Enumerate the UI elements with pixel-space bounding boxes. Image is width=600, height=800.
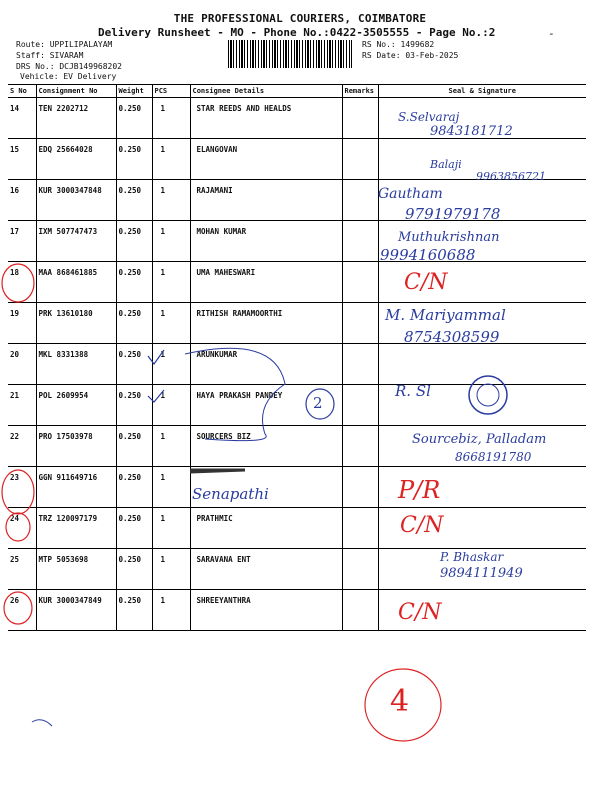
consignee-cell: PRATHMIC (190, 508, 342, 549)
red-circle-23 (2, 470, 34, 514)
pcs-cell: 1 (152, 467, 190, 508)
weight-cell: 0.250 (116, 385, 152, 426)
sig-14-name: S.Selvaraj (398, 110, 460, 124)
weight-cell: 0.250 (116, 262, 152, 303)
rs-date: RS Date: 03-Feb-2025 (362, 51, 459, 60)
stamp-seal (469, 376, 507, 414)
sig-21: R. Sl (395, 382, 431, 400)
col-pcs: PCS (152, 85, 190, 98)
sno-cell: 14 (8, 98, 36, 139)
weight-cell: 0.250 (116, 467, 152, 508)
mark-24-cn: C/N (400, 513, 444, 538)
pcs-cell: 1 (152, 221, 190, 262)
pcs-cell: 1 (152, 139, 190, 180)
dash-mark: - (548, 27, 555, 40)
pcs-cell: 1 (152, 426, 190, 467)
consignee-cell: UMA MAHESWARI (190, 262, 342, 303)
staff-label: Staff: SIVARAM (16, 51, 84, 60)
weight-cell: 0.250 (116, 426, 152, 467)
rs-number: RS No.: 1499682 (362, 40, 435, 49)
consignee-cell: STAR REEDS AND HEALDS (190, 98, 342, 139)
sno-cell: 23 (8, 467, 36, 508)
sno-cell: 15 (8, 139, 36, 180)
consignment-cell: TRZ 120097179 (36, 508, 116, 549)
sig-25-phone: 9894111949 (440, 566, 523, 581)
red-circle-24 (6, 513, 30, 541)
weight-cell: 0.250 (116, 590, 152, 631)
sig-17-phone: 9994160688 (380, 246, 476, 264)
stamp-seal-inner (477, 384, 499, 406)
consignment-cell: KUR 3000347848 (36, 180, 116, 221)
col-consignee: Consignee Details (190, 85, 342, 98)
sig-22-name: Sourcebiz, Palladam (412, 432, 547, 447)
consignment-cell: GGN 911649716 (36, 467, 116, 508)
consignment-cell: IXM 507747473 (36, 221, 116, 262)
consignment-cell: PRK 13610180 (36, 303, 116, 344)
weight-cell: 0.250 (116, 98, 152, 139)
sig-19-name: M. Mariyammal (385, 306, 506, 324)
sig-16-phone: 9791979178 (405, 205, 501, 223)
sig-22-phone: 8668191780 (455, 450, 532, 464)
circle-4-label: 4 (390, 684, 410, 719)
consignee-cell: RITHISH RAMAMOORTHI (190, 303, 342, 344)
sig-15-name: Balaji (430, 158, 462, 171)
pcs-cell: 1 (152, 508, 190, 549)
sig-15-phone: 9963856721 (476, 170, 546, 183)
consignment-cell: EDQ 25664028 (36, 139, 116, 180)
consignment-cell: KUR 3000347849 (36, 590, 116, 631)
sig-25-name: P. Bhaskar (440, 550, 504, 564)
col-signature: Seal & Signature (378, 85, 586, 98)
pcs-cell: 1 (152, 590, 190, 631)
col-sno: S No (8, 85, 36, 98)
sno-cell: 21 (8, 385, 36, 426)
pcs-cell: 1 (152, 344, 190, 385)
sno-cell: 26 (8, 590, 36, 631)
consignee-cell: RAJAMANI (190, 180, 342, 221)
consignment-cell: PRO 17503978 (36, 426, 116, 467)
scribble-23 (190, 470, 245, 472)
sno-cell: 24 (8, 508, 36, 549)
mark-26-cn: C/N (398, 600, 442, 625)
sno-cell: 19 (8, 303, 36, 344)
pcs-cell: 1 (152, 180, 190, 221)
sig-16-name: Gautham (378, 186, 443, 202)
col-remarks: Remarks (342, 85, 378, 98)
vehicle-label: Vehicle: EV Delivery (20, 72, 117, 81)
arrow-line (185, 348, 285, 440)
sig-19-phone: 8754308599 (404, 328, 500, 346)
consignment-cell: POL 2609954 (36, 385, 116, 426)
runsheet-subtitle: Delivery Runsheet - MO - Phone No.:0422-3505555 - Page No.:2 (98, 26, 496, 39)
consignee-cell: SHREEYANTHRA (190, 590, 342, 631)
weight-cell: 0.250 (116, 508, 152, 549)
weight-cell: 0.250 (116, 221, 152, 262)
circle-2-label: 2 (313, 394, 323, 412)
consignee-cell: SARAVANA ENT (190, 549, 342, 590)
sno-cell: 20 (8, 344, 36, 385)
pcs-cell: 1 (152, 303, 190, 344)
consignee-cell: MOHAN KUMAR (190, 221, 342, 262)
consignment-cell: TEN 2202712 (36, 98, 116, 139)
consignee-cell: SOURCERS BIZ (190, 426, 342, 467)
consignment-cell: MAA 868461885 (36, 262, 116, 303)
sig-23-name: Senapathi (192, 485, 269, 503)
mark-18-cn: C/N (404, 270, 448, 295)
tick-mark-20 (148, 350, 164, 364)
pcs-cell: 1 (152, 262, 190, 303)
sno-cell: 16 (8, 180, 36, 221)
weight-cell: 0.250 (116, 344, 152, 385)
weight-cell: 0.250 (116, 139, 152, 180)
consignee-cell: ARUNKUMAR (190, 344, 342, 385)
weight-cell: 0.250 (116, 549, 152, 590)
sig-17-name: Muthukrishnan (398, 230, 500, 245)
sno-cell: 17 (8, 221, 36, 262)
pcs-cell: 1 (152, 549, 190, 590)
sno-cell: 25 (8, 549, 36, 590)
consignment-cell: MTP 5053698 (36, 549, 116, 590)
col-consignment: Consignment No (36, 85, 116, 98)
consignment-cell: MKL 8331388 (36, 344, 116, 385)
red-circle-18 (2, 264, 34, 302)
consignee-cell: HAYA PRAKASH PANDEY (190, 385, 342, 426)
sno-cell: 18 (8, 262, 36, 303)
pcs-cell: 1 (152, 385, 190, 426)
scribble-bottom-left (32, 720, 52, 726)
route-label: Route: UPPILIPALAYAM (16, 40, 113, 49)
mark-23-pr: P/R (398, 476, 441, 504)
col-weight: Weight (116, 85, 152, 98)
company-title: THE PROFESSIONAL COURIERS, COIMBATORE (173, 12, 427, 25)
drs-label: DRS No.: DCJB149968202 (16, 62, 122, 71)
pcs-cell: 1 (152, 98, 190, 139)
tick-mark-21 (148, 390, 164, 402)
red-circle-26 (4, 592, 32, 624)
weight-cell: 0.250 (116, 180, 152, 221)
sig-14-phone: 9843181712 (430, 124, 513, 139)
consignee-cell: ELANGOVAN (190, 139, 342, 180)
sno-cell: 22 (8, 426, 36, 467)
weight-cell: 0.250 (116, 303, 152, 344)
